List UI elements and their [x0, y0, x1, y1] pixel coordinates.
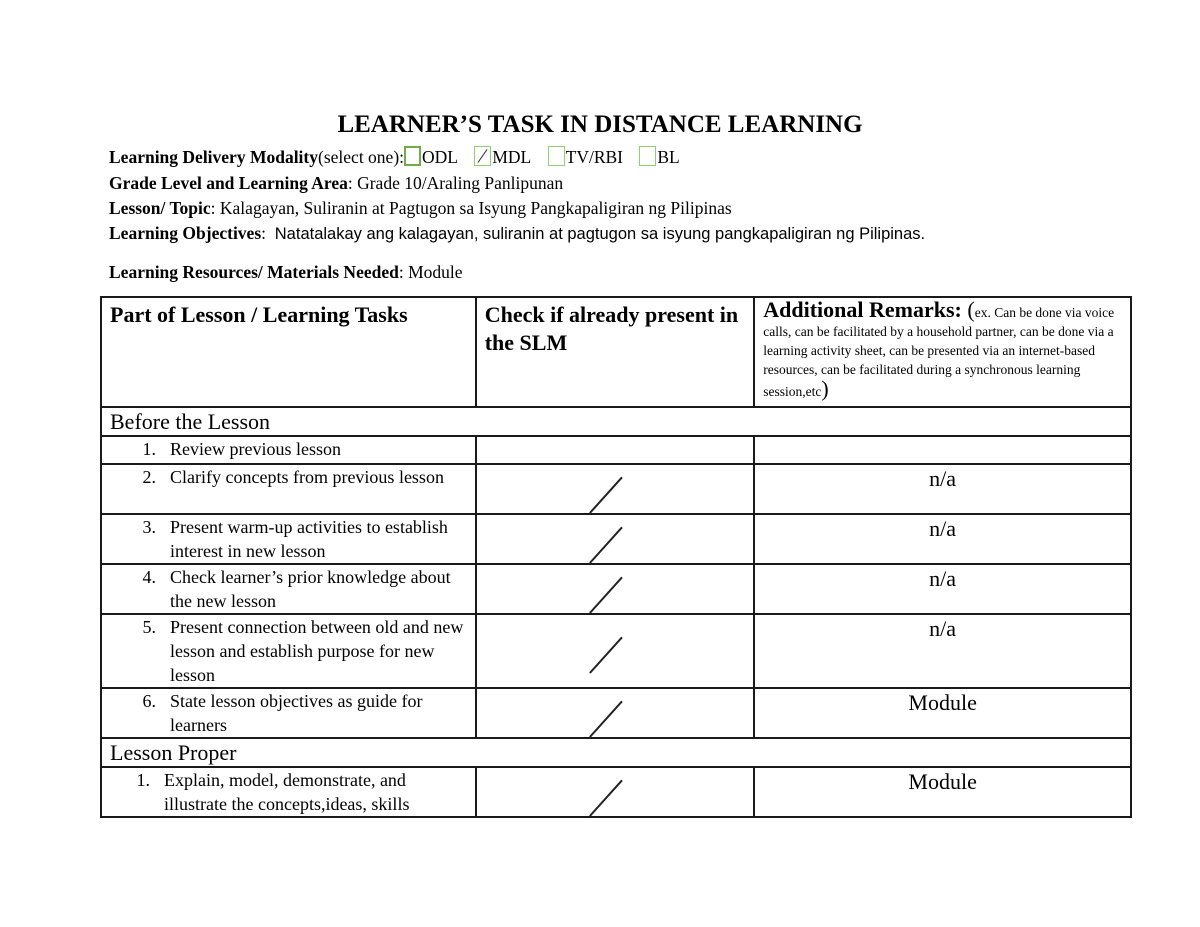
modality-label: Learning Delivery Modality	[109, 147, 319, 167]
table-row: 3. Present warm-up activities to establish interest in new lesson n/a	[101, 514, 1131, 564]
section-row	[101, 738, 1131, 767]
modality-option-bl[interactable]: BL	[639, 147, 679, 167]
check-mark-icon	[589, 637, 622, 674]
document-title: LEARNER’S TASK IN DISTANCE LEARNING	[337, 111, 863, 138]
checkbox-icon[interactable]	[548, 146, 565, 166]
remark-cell[interactable]: Module	[754, 767, 1131, 817]
task-text: Present connection between old and new lesson and establish purpose for new lesson	[170, 617, 464, 685]
task-text: State lesson objectives as guide for learners	[170, 691, 423, 735]
header-remarks: Additional Remarks: (ex. Can be done via voice calls, can be facilitated by a household partner, can be done via a learning activity sheet, can be presented via an internet-based resources, can be facilitated during a synchronous learning session,etc)	[754, 297, 1131, 407]
checkbox-icon[interactable]	[404, 146, 421, 166]
remark-cell[interactable]	[754, 436, 1131, 464]
table-row: 1. Review previous lesson	[101, 436, 1131, 464]
task-text: Present warm-up activities to establish interest in new lesson	[170, 517, 448, 561]
checkbox-icon[interactable]	[639, 146, 656, 166]
check-mark-icon	[589, 477, 622, 514]
check-mark-icon	[589, 780, 622, 817]
remarks-example: ex. Can be done via voice calls, can be facilitated by a household partner, can be done via a learning activity sheet, can be presented via an internet-based resources, can be facilitated during a synchronous learning session,etc	[763, 305, 1115, 399]
grade-level-label: Grade Level and Learning Area	[109, 173, 348, 193]
task-text: Review previous lesson	[170, 439, 341, 459]
table-row: 6. State lesson objectives as guide for learners Module	[101, 688, 1131, 738]
modality-hint: (select one):	[318, 147, 405, 167]
modality-option-odl[interactable]: ODL	[404, 147, 458, 167]
modality-option-mdl[interactable]: MDL	[474, 147, 531, 167]
task-text: Explain, model, demonstrate, and illustrate the concepts,ideas, skills	[164, 770, 410, 814]
section-row	[101, 407, 1131, 436]
objectives-value: Natatalakay ang kalagayan, suliranin at pagtugon sa isyung pangkapaligiran ng Pilipinas.	[274, 225, 926, 243]
grade-level-line: Grade Level and Learning Area: Grade 10/Araling Panlipunan	[109, 173, 564, 193]
grade-level-value: Grade 10/Araling Panlipunan	[357, 173, 564, 193]
check-mark-icon	[589, 527, 622, 564]
resources-label: Learning Resources/ Materials Needed	[109, 262, 399, 282]
section-title: Before the Lesson	[101, 407, 1131, 436]
section-title: Lesson Proper	[101, 738, 1131, 767]
remark-cell[interactable]: n/a	[754, 514, 1131, 564]
table-row: 2. Clarify concepts from previous lesson n/a	[101, 464, 1131, 514]
task-text: Clarify concepts from previous lesson	[170, 467, 444, 487]
lesson-topic-label: Lesson/ Topic	[109, 198, 211, 218]
modality-option-tv-rbi[interactable]: TV/RBI	[548, 147, 623, 167]
check-mark-icon	[589, 701, 622, 738]
resources-line: Learning Resources/ Materials Needed: Module	[109, 262, 463, 282]
objectives-line: Learning Objectives: Natatalakay ang kalagayan, suliranin at pagtugon sa isyung pangkapaligiran ng Pilipinas.	[109, 223, 926, 243]
remark-cell[interactable]: Module	[754, 688, 1131, 738]
resources-value: Module	[408, 262, 463, 282]
remark-cell[interactable]: n/a	[754, 464, 1131, 514]
remark-cell[interactable]: n/a	[754, 614, 1131, 688]
lesson-topic-line: Lesson/ Topic: Kalagayan, Suliranin at Pagtugon sa Isyung Pangkapaligiran ng Pilipinas	[109, 198, 732, 218]
lesson-topic-value: Kalagayan, Suliranin at Pagtugon sa Isyung Pangkapaligiran ng Pilipinas	[219, 198, 732, 218]
modality-line	[109, 146, 692, 168]
objectives-label: Learning Objectives	[109, 223, 262, 243]
table-row: 4. Check learner’s prior knowledge about the new lesson n/a	[101, 564, 1131, 614]
remark-cell[interactable]: n/a	[754, 564, 1131, 614]
check-cell[interactable]	[476, 564, 755, 614]
check-mark-icon	[589, 577, 622, 614]
checked-checkbox-icon[interactable]	[474, 146, 491, 166]
header-check: Check if already present in the SLM	[476, 297, 755, 407]
table-header-row	[101, 297, 1131, 407]
check-cell[interactable]	[476, 436, 755, 464]
learning-tasks-table	[100, 296, 1132, 818]
check-cell[interactable]	[476, 464, 755, 514]
check-cell[interactable]	[476, 767, 755, 817]
table-row: 1. Explain, model, demonstrate, and illustrate the concepts,ideas, skills Module	[101, 767, 1131, 817]
header-tasks: Part of Lesson / Learning Tasks	[101, 297, 476, 407]
check-cell[interactable]	[476, 688, 755, 738]
check-cell[interactable]	[476, 614, 755, 688]
task-text: Check learner’s prior knowledge about the new lesson	[170, 567, 451, 611]
check-cell[interactable]	[476, 514, 755, 564]
table-row: 5. Present connection between old and new lesson and establish purpose for new lesson n/a	[101, 614, 1131, 688]
